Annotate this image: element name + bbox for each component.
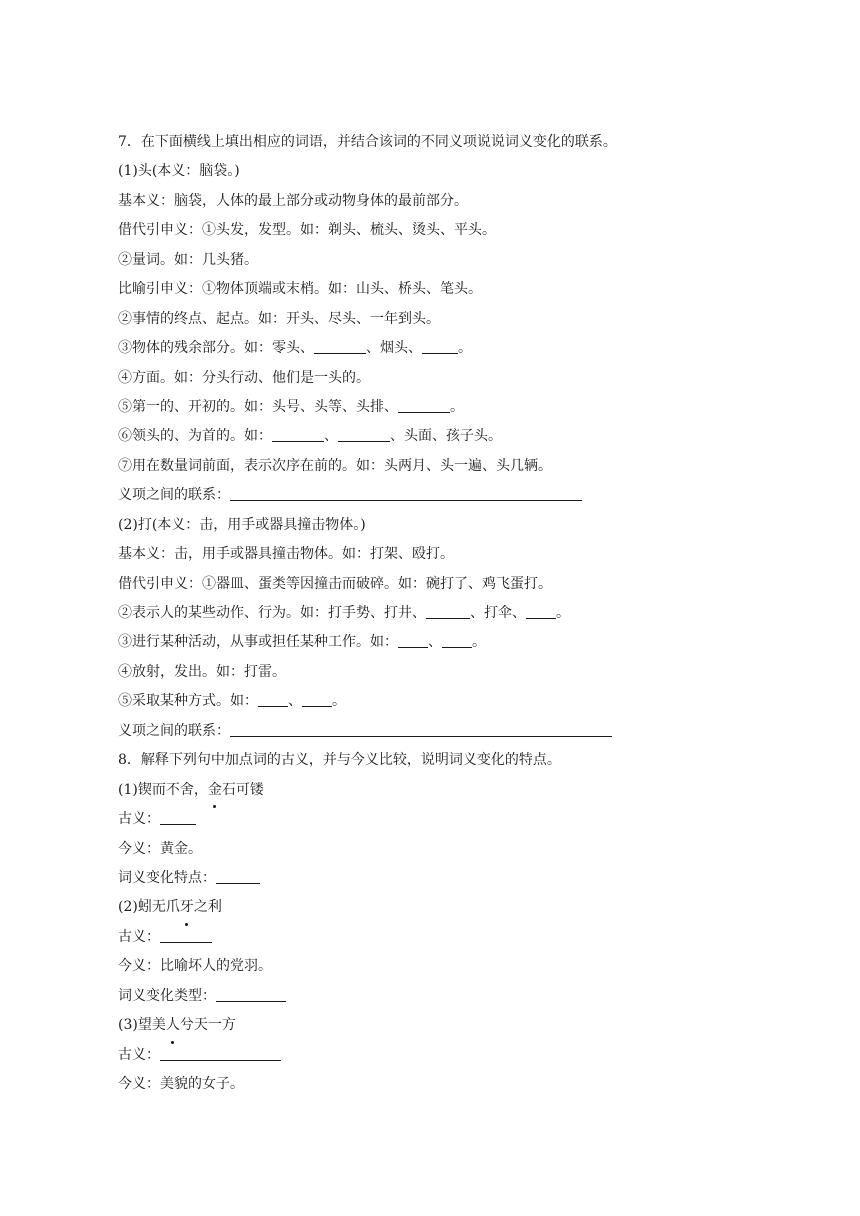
- da-meaning-5: [118, 687, 758, 716]
- sentence-text: 石可镂: [221, 781, 264, 798]
- text-segment: 、烟头、: [366, 340, 422, 357]
- da-heading: (2)打(本义：击，用手或器具撞击物体。): [118, 516, 366, 533]
- text-segment: 。: [450, 398, 464, 415]
- feature-label: 词义变化类型：: [118, 987, 216, 1004]
- sentence-2: [118, 893, 758, 922]
- answer-blank[interactable]: [160, 1046, 281, 1061]
- question-7-title: 7．在下面横线上填出相应的词语，并结合该词的不同义项说说词义变化的联系。: [118, 134, 617, 150]
- change-type-2: [118, 982, 758, 1011]
- answer-blank[interactable]: [314, 339, 366, 354]
- text-segment: ⑤采取某种方式。如：: [118, 693, 258, 710]
- answer-blank[interactable]: [526, 604, 556, 619]
- answer-blank[interactable]: [422, 339, 458, 354]
- answer-blank[interactable]: [258, 692, 288, 707]
- text-segment: 、: [428, 634, 442, 651]
- modern-meaning-2: 今义：比喻坏人的党羽。: [118, 958, 272, 975]
- ancient-meaning-2: [118, 923, 758, 952]
- tou-heading: (1)头(本义：脑袋。): [118, 163, 240, 180]
- tou-metaphor-meaning-1: 比喻引申义：①物体顶端或末梢。如：山头、桥头、笔头。: [118, 281, 482, 298]
- da-meaning-4: ④放射，发出。如：打雷。: [118, 663, 286, 680]
- answer-blank[interactable]: [338, 427, 390, 442]
- tou-metaphor-meaning-3: [118, 334, 758, 363]
- text-segment: 、打伞、: [470, 605, 526, 621]
- change-feature-1: [118, 864, 758, 893]
- tou-relation: [118, 481, 758, 510]
- da-basic-meaning: 基本义：击，用手或器具撞击物体。如：打架、殴打。: [118, 546, 454, 563]
- answer-blank[interactable]: [442, 633, 472, 648]
- answer-blank[interactable]: [160, 928, 212, 943]
- answer-blank[interactable]: [216, 869, 260, 884]
- relation-label: 义项之间的联系：: [118, 722, 230, 739]
- answer-blank[interactable]: [426, 604, 470, 619]
- text-segment: 、: [324, 428, 338, 445]
- modern-meaning-3: 今义：美貌的女子。: [118, 1076, 244, 1092]
- answer-blank[interactable]: [230, 486, 582, 501]
- da-meaning-3: [118, 628, 758, 657]
- answer-blank[interactable]: [160, 810, 196, 825]
- text-segment: ②表示人的某些动作、行为。如：打手势、打井、: [118, 605, 426, 621]
- dotted-word: 金: [208, 776, 222, 805]
- text-segment: 、: [288, 693, 302, 710]
- sentence-text: 之利: [193, 899, 222, 916]
- da-meaning-2: [118, 599, 758, 628]
- feature-label: 词义变化特点：: [118, 869, 216, 886]
- modern-meaning-1: 今义：黄金。: [118, 840, 202, 857]
- dotted-word: 牙: [180, 893, 194, 922]
- text-segment: ⑥领头的、为首的。如：: [118, 428, 272, 445]
- relation-label: 义项之间的联系：: [118, 487, 230, 504]
- tou-basic-meaning: 基本义：脑袋，人体的最上部分或动物身体的最前部分。: [118, 192, 468, 209]
- tou-metaphor-meaning-7: ⑦用在数量词前面，表示次序在前的。如：头两月、头一遍、头几辆。: [118, 457, 552, 474]
- answer-blank[interactable]: [398, 633, 428, 648]
- ancient-meaning-3: [118, 1041, 758, 1070]
- tou-metaphor-meaning-6: [118, 422, 758, 451]
- ancient-meaning-1: [118, 805, 758, 834]
- ancient-label: 古义：: [118, 811, 160, 828]
- answer-blank[interactable]: [302, 692, 332, 707]
- text-segment: 。: [332, 693, 346, 710]
- ancient-label: 古义：: [118, 1046, 160, 1063]
- answer-blank[interactable]: [216, 987, 286, 1002]
- ancient-label: 古义：: [118, 928, 160, 945]
- tou-metaphor-meaning-5: [118, 393, 758, 422]
- text-segment: 。: [458, 340, 472, 357]
- text-segment: 。: [556, 605, 570, 621]
- da-relation: [118, 717, 758, 746]
- answer-blank[interactable]: [272, 427, 324, 442]
- answer-blank[interactable]: [230, 722, 612, 737]
- tou-metaphor-meaning-4: ④方面。如：分头行动、他们是一头的。: [118, 369, 370, 386]
- sentence-3: [118, 1011, 758, 1040]
- sentence-text: (2)蚓无爪: [118, 899, 180, 916]
- tou-metaphor-meaning-2: ②事情的终点、起点。如：开头、尽头、一年到头。: [118, 310, 440, 327]
- dotted-word: 人: [166, 1011, 180, 1040]
- text-segment: 、头面、孩子头。: [390, 428, 502, 445]
- da-borrow-meaning-1: 借代引申义：①器皿、蛋类等因撞击而破碎。如：碗打了、鸡飞蛋打。: [118, 575, 552, 592]
- sentence-text: 兮天一方: [179, 1017, 236, 1034]
- tou-borrow-meaning-2: ②量词。如：几头猪。: [118, 251, 258, 268]
- sentence-1: [118, 776, 758, 805]
- sentence-text: (1)锲而不舍，: [118, 781, 208, 798]
- tou-borrow-meaning-1: 借代引申义：①头发，发型。如：剃头、梳头、烫头、平头。: [118, 222, 496, 239]
- sentence-text: (3)望美: [118, 1017, 166, 1034]
- question-content: [118, 128, 758, 1099]
- text-segment: ③进行某种活动，从事或担任某种工作。如：: [118, 634, 398, 651]
- answer-blank[interactable]: [398, 398, 450, 413]
- text-segment: 。: [472, 634, 486, 651]
- question-8-title: 8．解释下列句中加点词的古义，并与今义比较，说明词义变化的特点。: [118, 752, 561, 769]
- text-segment: ③物体的残余部分。如：零头、: [118, 340, 314, 357]
- text-segment: ⑤第一的、开初的。如：头号、头等、头排、: [118, 398, 398, 415]
